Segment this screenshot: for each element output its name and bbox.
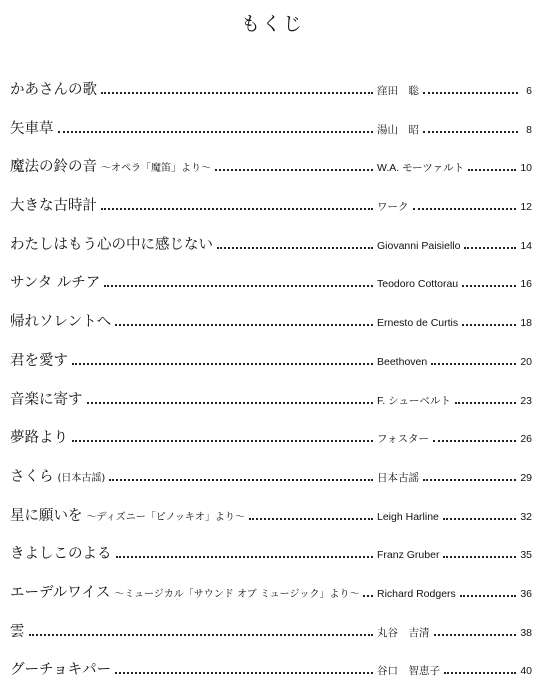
entry-composer: Richard Rodgers bbox=[377, 587, 456, 600]
entry-composer: Leigh Harline bbox=[377, 510, 439, 523]
toc-entry bbox=[10, 233, 532, 272]
toc-entry bbox=[10, 620, 532, 659]
dot-leader bbox=[115, 672, 373, 674]
entry-composer: F. シューベルト bbox=[377, 394, 451, 407]
dot-leader bbox=[468, 169, 516, 171]
toc-entry bbox=[10, 194, 532, 233]
entry-title: 帰れソレントへ bbox=[10, 314, 112, 331]
dot-leader bbox=[434, 634, 517, 636]
dot-leader bbox=[443, 556, 516, 558]
entry-composer: 日本古謡 bbox=[377, 471, 419, 484]
toc-entry bbox=[10, 349, 532, 388]
toc-entry bbox=[10, 271, 532, 310]
entry-page-number: 35 bbox=[520, 549, 532, 562]
dot-leader bbox=[101, 208, 373, 210]
entry-page-number: 36 bbox=[520, 587, 532, 600]
dot-leader bbox=[462, 324, 516, 326]
entry-composer: フォスター bbox=[377, 433, 429, 446]
entry-title: 矢車草 bbox=[10, 120, 54, 137]
entry-title: 夢路より bbox=[10, 430, 68, 447]
page-title: もくじ bbox=[240, 13, 304, 35]
dot-leader bbox=[101, 92, 373, 94]
entry-title: わたしはもう心の中に感じない bbox=[10, 236, 213, 253]
entry-title: さくら bbox=[10, 468, 54, 485]
toc-entry bbox=[10, 388, 532, 427]
entry-composer: Ernesto de Curtis bbox=[377, 317, 459, 330]
entry-page-number: 12 bbox=[520, 201, 532, 214]
entry-page-number: 20 bbox=[520, 355, 532, 368]
entry-page-number: 8 bbox=[526, 123, 532, 136]
entry-page-number: 40 bbox=[520, 665, 532, 678]
entry-title: 大きな古時計 bbox=[10, 198, 97, 215]
entry-page-number: 10 bbox=[520, 162, 532, 175]
entry-composer: Teodoro Cottorau bbox=[377, 278, 459, 291]
toc-list bbox=[10, 78, 532, 697]
entry-title: 音楽に寄す bbox=[10, 391, 83, 408]
dot-leader bbox=[444, 672, 516, 674]
entry-title: かあさんの歌 bbox=[10, 82, 97, 98]
entry-composer: 窪田 聡 bbox=[377, 85, 419, 97]
dot-leader bbox=[363, 595, 373, 597]
dot-leader bbox=[72, 363, 373, 365]
dot-leader bbox=[423, 92, 518, 94]
entry-title: グーチョキパー bbox=[10, 662, 112, 679]
entry-composer: Beethoven bbox=[377, 355, 428, 368]
entry-page-number: 18 bbox=[520, 317, 532, 330]
dot-leader bbox=[72, 440, 373, 442]
dot-leader bbox=[431, 363, 516, 365]
dot-leader bbox=[249, 518, 373, 520]
entry-page-number: 6 bbox=[526, 85, 532, 97]
entry-title: きよしこのよる bbox=[10, 546, 112, 563]
dot-leader bbox=[460, 595, 517, 597]
dot-leader bbox=[423, 479, 516, 481]
dot-leader bbox=[58, 131, 374, 133]
dot-leader bbox=[109, 479, 373, 481]
entry-subtitle: (日本古謡) bbox=[57, 472, 106, 484]
toc-entry bbox=[10, 426, 532, 465]
entry-composer: Franz Gruber bbox=[377, 549, 440, 562]
entry-composer: 丸谷 吉清 bbox=[377, 626, 430, 639]
dot-leader bbox=[104, 285, 373, 287]
entry-page-number: 16 bbox=[520, 278, 532, 291]
entry-composer: 湯山 昭 bbox=[377, 123, 419, 136]
toc-entry bbox=[10, 465, 532, 504]
dot-leader bbox=[215, 169, 373, 171]
toc-entry bbox=[10, 310, 532, 349]
dot-leader bbox=[87, 402, 374, 404]
dot-leader bbox=[423, 131, 518, 133]
entry-subtitle: ～オペラ「魔笛」より～ bbox=[101, 163, 211, 175]
dot-leader bbox=[462, 285, 516, 287]
dot-leader bbox=[464, 247, 516, 249]
entry-subtitle: ～ミュージカル「サウンド オブ ミュージック」より～ bbox=[114, 588, 360, 600]
entry-title: 雲 bbox=[10, 623, 25, 640]
dot-leader bbox=[217, 247, 373, 249]
entry-composer: ワーク bbox=[377, 201, 409, 214]
toc-entry bbox=[10, 504, 532, 543]
dot-leader bbox=[413, 208, 517, 210]
entry-page-number: 23 bbox=[520, 394, 532, 407]
entry-page-number: 38 bbox=[520, 626, 532, 639]
toc-entry bbox=[10, 581, 532, 620]
entry-title: 魔法の鈴の音 bbox=[10, 159, 97, 176]
dot-leader bbox=[455, 402, 516, 404]
dot-leader bbox=[116, 556, 374, 558]
entry-composer: W.A. モーツァルト bbox=[377, 162, 465, 175]
dot-leader bbox=[115, 324, 373, 326]
entry-page-number: 32 bbox=[520, 510, 532, 523]
toc-entry bbox=[10, 117, 532, 156]
entry-title: 君を愛す bbox=[10, 352, 68, 369]
toc-entry bbox=[10, 658, 532, 697]
entry-title: エーデルワイス bbox=[10, 584, 111, 601]
dot-leader bbox=[29, 634, 374, 636]
toc-entry bbox=[10, 155, 532, 194]
toc-entry bbox=[10, 78, 532, 117]
dot-leader bbox=[433, 440, 516, 442]
entry-page-number: 26 bbox=[520, 433, 532, 446]
entry-page-number: 14 bbox=[520, 239, 532, 252]
entry-title: サンタ ルチア bbox=[10, 275, 101, 292]
entry-composer: Giovanni Paisiello bbox=[377, 239, 461, 252]
dot-leader bbox=[443, 518, 516, 520]
entry-page-number: 29 bbox=[520, 471, 532, 484]
entry-composer: 谷口 智恵子 bbox=[377, 665, 440, 678]
entry-subtitle: ～ディズニー「ピノッキオ」より～ bbox=[86, 511, 245, 523]
toc-entry bbox=[10, 542, 532, 581]
entry-title: 星に願いを bbox=[10, 507, 83, 524]
